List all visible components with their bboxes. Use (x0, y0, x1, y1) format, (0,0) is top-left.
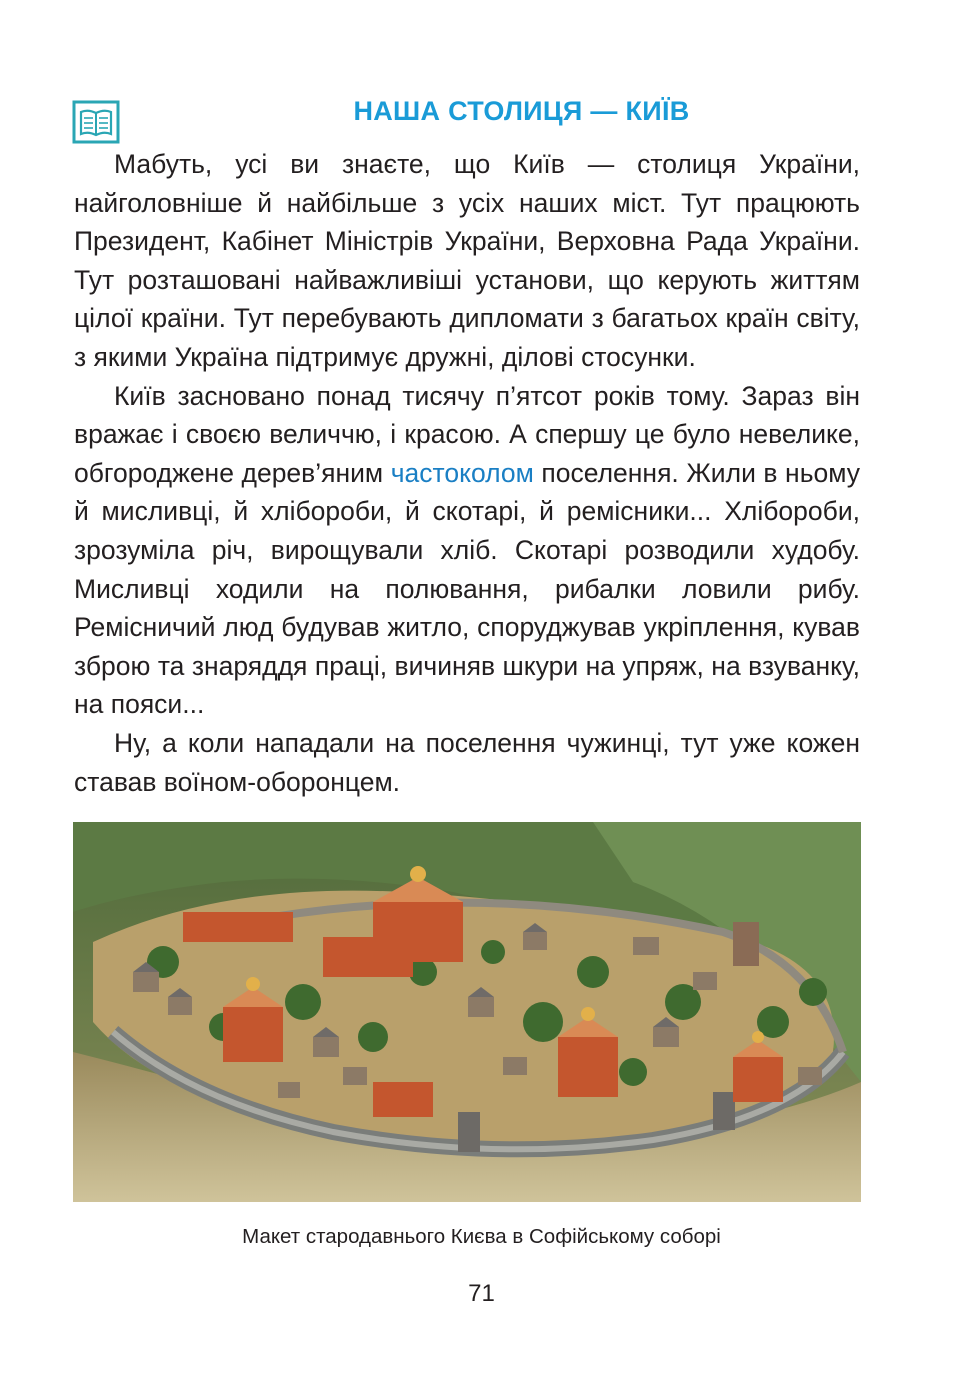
section-title: НАША СТОЛИЦЯ — КИЇВ (353, 96, 690, 126)
glossary-term: частоколом (390, 457, 534, 488)
paragraph-2 (74, 377, 860, 724)
paragraph-2-start: Київ засновано понад тисячу п’ятсот років тому. Зараз він вражає і своєю величчю, і красою. А спершу це було невелике, обгороджене дерев’яним (74, 380, 860, 488)
paragraph-3: Ну, а коли нападали на поселення чужинці, тут уже кожен ставав воїном-оборонцем. (74, 727, 860, 797)
page-number: 71 (468, 1280, 495, 1307)
paragraph-1: Мабуть, усі ви знаєте, що Київ — столиця України, найголовніше й найбільше з усіх наших міст. Тут працюють Президент, Кабінет Міністрів України, Верховна Рада України. Тут розташовані найважливіші установи, що керують життям цілої країни. Тут перебувають дипломати з багатьох країн світу, з якими Україна підтримує дружні, ділові стосунки. (74, 149, 860, 372)
kyiv-model-photo (73, 822, 861, 1202)
paragraph-2-end: поселення. Жили в ньому й мисливці, й хлібороби, й скотарі, й ремісники... Хлібороби, зрозуміла річ, вирощували хліб. Скотарі розводили худобу. Мисливці ходили на полювання, рибалки ловили рибу. Ремісничий люд будував житло, споруджував укріплення, кував зброю та знаряддя праці, вичиняв шкури на упряж, на взуванку, на пояси... (74, 457, 861, 720)
book-icon (72, 100, 120, 144)
body-text (74, 145, 860, 801)
photo-caption: Макет стародавнього Києва в Софійському соборі (242, 1225, 721, 1248)
